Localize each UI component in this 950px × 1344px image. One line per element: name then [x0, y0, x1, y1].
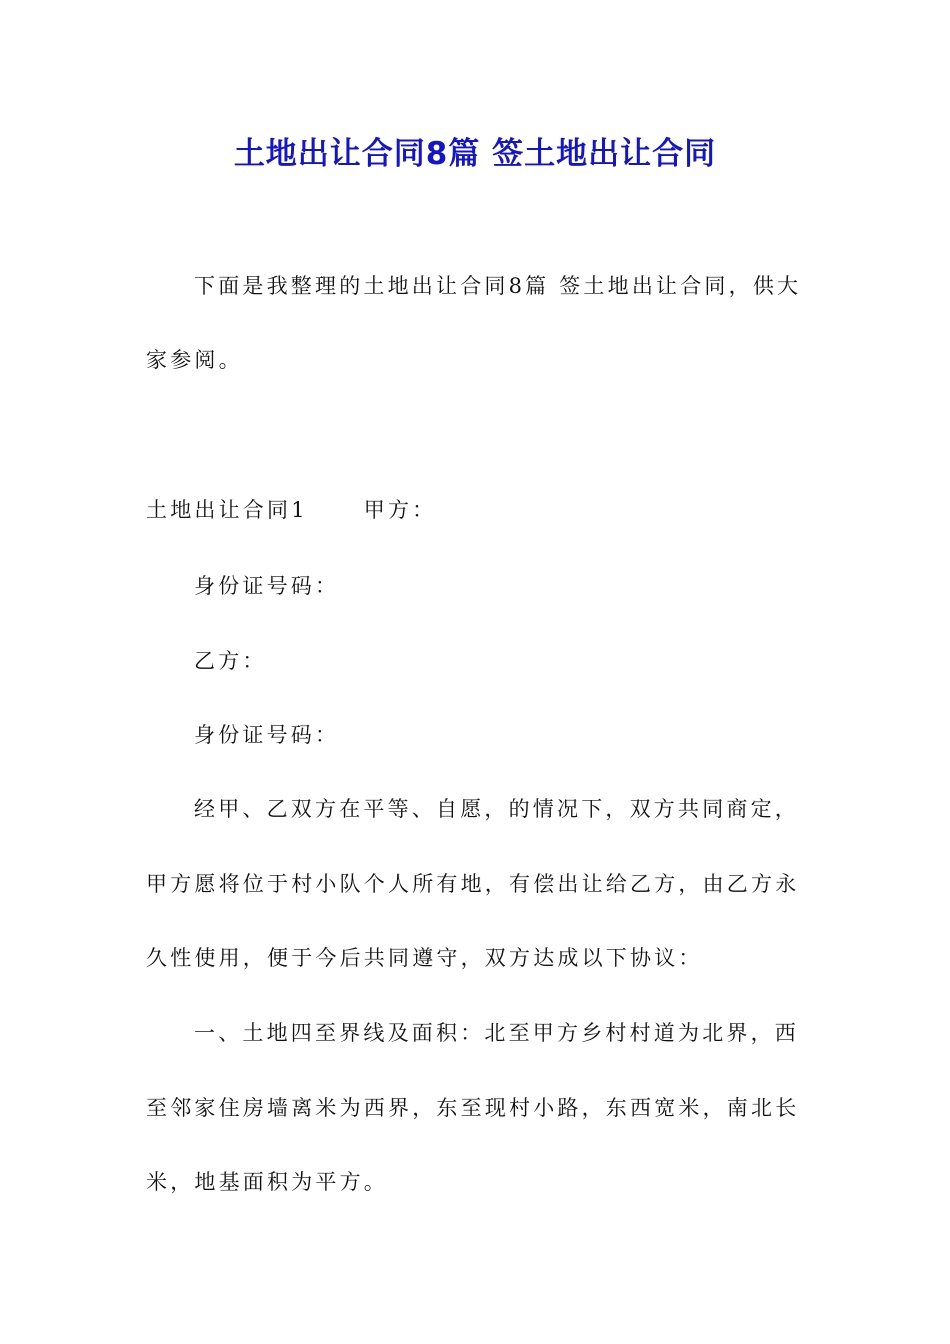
paragraph-2-line-1: 一、土地四至界线及面积：北至甲方乡村村道为北界，西: [194, 1021, 799, 1045]
paragraph-2-line-3: 米，地基面积为平方。: [146, 1170, 388, 1194]
document-title: 土地出让合同8篇 签土地出让合同: [233, 136, 717, 172]
paragraph-1-line-1: 经甲、乙双方在平等、自愿，的情况下，双方共同商定，: [194, 797, 799, 821]
party-a-label: 甲方：: [363, 498, 437, 522]
paragraph-1-line-3: 久性使用，便于今后共同遵守，双方达成以下协议：: [146, 946, 703, 970]
paragraph-2-line-2: 至邻家住房墙离米为西界，东至现村小路，东西宽米，南北长: [146, 1096, 800, 1120]
id-number-label-1: 身份证号码：: [194, 574, 340, 598]
intro-line-2: 家参阅。: [146, 348, 243, 372]
section-heading: 土地出让合同1: [146, 498, 308, 522]
paragraph-1-line-2: 甲方愿将位于村小队个人所有地，有偿出让给乙方，由乙方永: [146, 872, 800, 896]
id-number-label-2: 身份证号码：: [194, 723, 340, 747]
intro-line-1: 下面是我整理的土地出让合同8篇 签土地出让合同，供大: [194, 274, 802, 298]
section-heading-row: [146, 496, 436, 524]
party-b-label: 乙方：: [194, 649, 267, 673]
